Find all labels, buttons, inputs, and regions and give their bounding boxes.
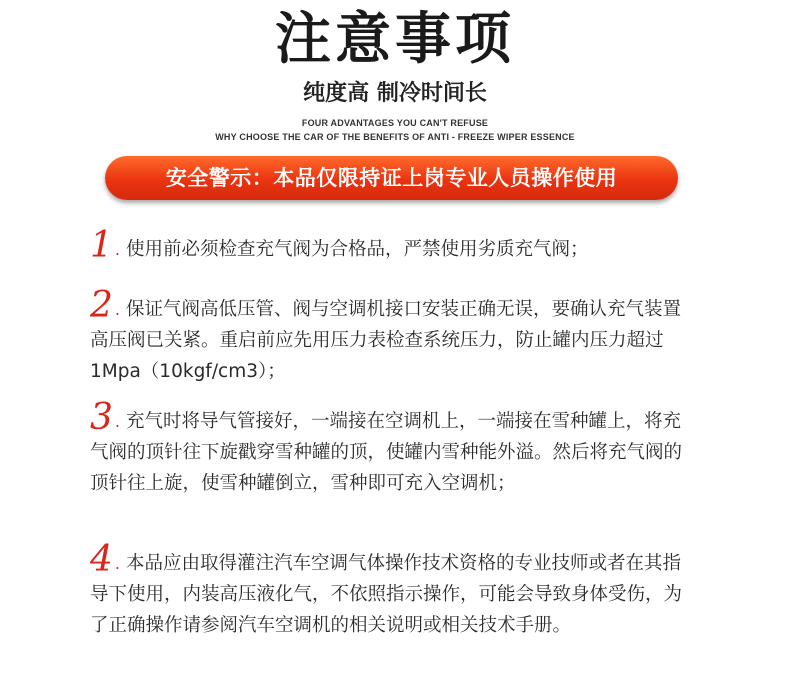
- item-separator: .: [114, 554, 120, 573]
- notice-item-4: [90, 539, 695, 641]
- notice-item-2: [90, 285, 695, 387]
- item-separator: .: [114, 412, 120, 431]
- notice-item-1: [90, 225, 695, 266]
- item-text: 充气时将导气管接好，一端接在空调机上，一端接在雪种罐上，将充气阀的顶针往下旋戳穿雪种罐的顶，使罐内雪种能外溢。然后将充气阀的顶针往上旋，使雪种罐倒立，雪种即可充入空调机；: [90, 411, 683, 494]
- item-separator: .: [114, 300, 120, 319]
- english-tagline-2: WHY CHOOSE THE CAR OF THE BENEFITS OF ANTI - FREEZE WIPER ESSENCE: [215, 132, 575, 142]
- item-number: 2: [90, 285, 113, 326]
- safety-warning-banner: 安全警示：本品仅限持证上岗专业人员操作使用: [105, 156, 678, 200]
- page-title: 注意事项: [275, 7, 515, 72]
- item-number: 1: [90, 225, 113, 266]
- item-text: 使用前必须检查充气阀为合格品，严禁使用劣质充气阀；: [126, 239, 589, 260]
- page-subtitle: 纯度高 制冷时间长: [303, 81, 487, 106]
- notice-item-3: [90, 397, 695, 499]
- item-text: 保证气阀高低压管、阀与空调机接口安装正确无误，要确认充气装置高压阀已关紧。重启前应先用压力表检查系统压力，防止罐内压力超过1Mpa（10kgf/cm3）；: [90, 299, 682, 382]
- item-text: 本品应由取得灌注汽车空调气体操作技术资格的专业技师或者在其指导下使用，内装高压液化气，不依照指示操作，可能会导致身体受伤，为了正确操作请参阅汽车空调机的相关说明或相关技术手册。: [90, 553, 683, 636]
- item-separator: .: [114, 240, 120, 259]
- item-number: 3: [90, 397, 113, 438]
- english-tagline-1: FOUR ADVANTAGES YOU CAN'T REFUSE: [301, 118, 489, 128]
- item-number: 4: [90, 539, 113, 580]
